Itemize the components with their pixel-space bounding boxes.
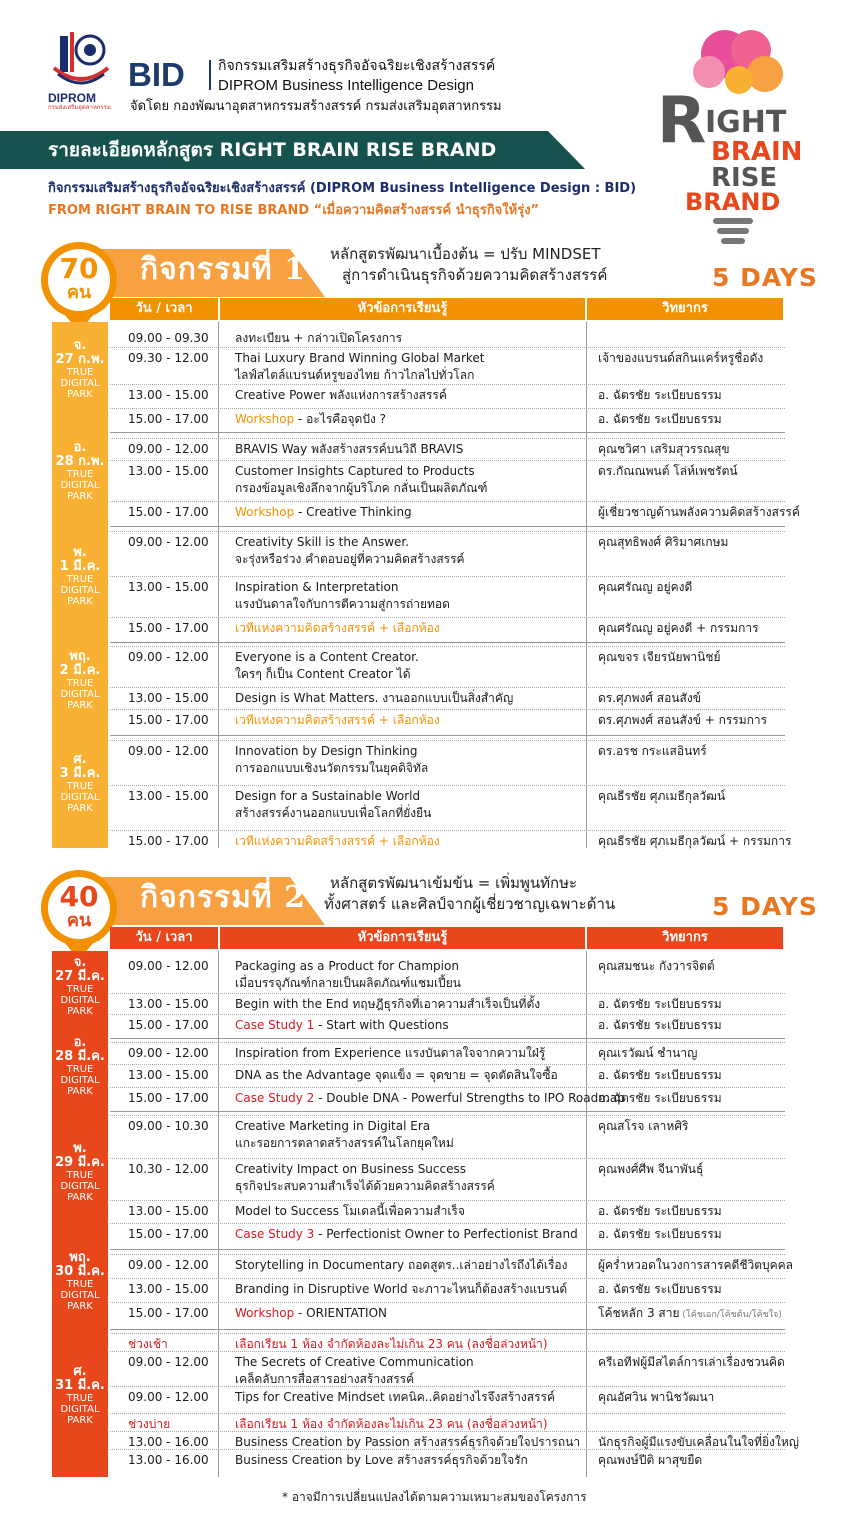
row-time: 09.00 - 12.00 — [128, 442, 209, 456]
svg-text:BRAIN: BRAIN — [711, 137, 803, 167]
row-separator — [110, 1223, 785, 1224]
venue-line: DIGITAL — [60, 1180, 100, 1192]
row-separator — [110, 709, 785, 710]
row-separator — [110, 1014, 785, 1015]
row-separator — [110, 1254, 785, 1255]
row-speaker: อ. ฉัตรชัย ระเบียบธรรม — [598, 1091, 722, 1105]
row-speaker: อ. ฉัตรชัย ระเบียบธรรม — [598, 1227, 722, 1241]
row-topic — [235, 1161, 466, 1178]
topic-highlight: เลือกเรียน 1 ห้อง จำกัดห้องละไม่เกิน 23 คน (ลงชื่อล่วงหน้า) — [235, 1337, 548, 1351]
row-separator — [110, 347, 785, 348]
venue-line: TRUE — [66, 678, 94, 689]
row-separator — [110, 1115, 785, 1116]
row-topic — [235, 620, 440, 637]
topic-highlight: Workshop — [235, 1306, 295, 1320]
row-time: 15.00 - 17.00 — [128, 505, 209, 519]
row-separator — [110, 460, 785, 461]
row-time: 13.00 - 15.00 — [128, 997, 209, 1011]
venue-line: DIGITAL — [60, 995, 100, 1006]
row-topic — [235, 1389, 555, 1406]
row-topic-line2: แรงบันดาลใจกับการตีความสู่การถ่ายทอด — [235, 597, 450, 611]
bid-divider — [209, 60, 211, 90]
row-speaker: อ. ฉัตรชัย ระเบียบธรรม — [598, 1018, 722, 1032]
day-label — [52, 1036, 108, 1097]
row-speaker: คุณพงษ์ปีติ ผาสุขยืด — [598, 1453, 703, 1467]
day-label — [52, 1251, 108, 1312]
row-topic — [235, 1045, 545, 1062]
topic-text: Packaging as a Product for Champion — [235, 959, 459, 973]
bid-title-th: กิจกรรมเสริมสร้างธุรกิจอัจฉริยะเชิงสร้างสรรค์ — [218, 58, 496, 74]
venue-line: PARK — [67, 1006, 93, 1017]
row-speaker: คุณธีรชัย ศุภเมธีกุลวัฒน์ — [598, 789, 726, 803]
right-brain-rise-brand-logo — [655, 24, 815, 246]
row-speaker: โค้ชหลัก 3 สาย (โค้ชเอก/โค้ชต้น/โค้ชใจ) — [598, 1306, 782, 1320]
activity1-col-speaker: วิทยากร — [587, 298, 783, 320]
day-name: อ. — [73, 439, 87, 455]
row-topic-line2: เมื่อบรรจุภัณฑ์กลายเป็นผลิตภัณฑ์แชมเปี้ยน — [235, 976, 461, 990]
row-topic — [235, 996, 540, 1013]
venue-line: DIGITAL — [60, 1289, 100, 1301]
row-time: 13.00 - 15.00 — [128, 1204, 209, 1218]
table-row — [110, 504, 800, 538]
row-topic — [235, 330, 402, 347]
day-date: 28 ก.พ. — [55, 453, 105, 469]
table-row — [110, 411, 785, 445]
row-speaker: คุณสุทธิพงศ์ ศิริมาศเกษม — [598, 535, 729, 549]
venue-line: TRUE — [66, 781, 94, 792]
row-time: 13.00 - 15.00 — [128, 388, 209, 402]
row-topic-line2: ธุรกิจประสบความสำเร็จได้ด้วยความคิดสร้างสรรค์ — [235, 1179, 495, 1193]
table-row — [110, 350, 785, 384]
row-topic — [235, 958, 459, 975]
row-separator — [110, 531, 785, 532]
row-topic — [235, 1067, 558, 1084]
row-topic — [235, 1118, 430, 1135]
day-label — [52, 1142, 108, 1203]
course-detail-title: รายละเอียดหลักสูตร RIGHT BRAIN RISE BRAND — [48, 139, 497, 161]
row-time: 15.00 - 17.00 — [128, 1227, 209, 1241]
row-time: 09.00 - 12.00 — [128, 1355, 209, 1369]
topic-text: Everyone is a Content Creator. — [235, 650, 419, 664]
venue-line: DIGITAL — [60, 479, 100, 491]
day-date: 27 ก.พ. — [55, 351, 105, 367]
row-speaker: เจ้าของแบรนด์สกินแคร์หรูชื่อดัง — [598, 351, 764, 365]
activity1-badge-number: 70 — [59, 252, 99, 285]
row-topic — [235, 579, 399, 596]
row-separator — [110, 1200, 785, 1201]
diprom-logo-text: DIPROM — [48, 91, 96, 105]
row-topic-line2: แกะรอยการตลาดสร้างสรรค์ในโลกยุคใหม่ — [235, 1136, 454, 1150]
topic-text: - Double DNA - Powerful Strengths to IPO Roadmap — [314, 1091, 625, 1105]
row-time: 15.00 - 17.00 — [128, 1091, 209, 1105]
row-topic-line2: กรองข้อมูลเชิงลึกจากผู้บริโภค กลั่นเป็นผลิตภัณฑ์ — [235, 481, 488, 495]
table-row — [110, 833, 792, 867]
topic-highlight: Case Study 2 — [235, 1091, 315, 1105]
row-topic — [235, 463, 475, 480]
row-topic — [235, 712, 440, 729]
topic-text: Creativity Skill is the Answer. — [235, 535, 410, 549]
table-row — [110, 649, 785, 683]
row-separator — [110, 687, 785, 688]
topic-highlight: เวทีแห่งความคิดสร้างสรรค์ + เลือกห้อง — [235, 834, 440, 848]
row-speaker: คุณขจร เจียรนัยพานิชย์ — [598, 650, 721, 664]
svg-text:BRAND: BRAND — [685, 188, 781, 216]
row-separator — [110, 1449, 785, 1450]
row-speaker: คุณพงศ์ศีพ จีนาพันธุ์ — [598, 1162, 704, 1176]
row-separator — [110, 993, 785, 994]
row-speaker: คุณอัศวิน พานิชวัฒนา — [598, 1390, 715, 1404]
venue-line: PARK — [67, 1300, 93, 1312]
row-topic-line2: เคล็ดลับการสื่อสารอย่างสร้างสรรค์ — [235, 1372, 415, 1386]
topic-text: BRAVIS Way พลังสร้างสรรค์บนวิถี BRAVIS — [235, 442, 464, 456]
topic-highlight: Workshop — [235, 412, 295, 426]
svg-text:IGHT: IGHT — [705, 105, 787, 140]
diprom-logo-subtext: กรมส่งเสริมอุตสาหกรรม — [48, 105, 111, 111]
footnote: * อาจมีการเปลี่ยนแปลงได้ตามความเหมาะสมของโครงการ — [282, 1490, 587, 1504]
venue-line: PARK — [67, 1086, 93, 1097]
row-topic — [235, 1305, 387, 1322]
day-date: 27 มี.ค. — [55, 969, 105, 984]
day-name: ศ. — [73, 1363, 87, 1379]
session-label: ช่วงเช้า — [128, 1337, 168, 1351]
venue-line: PARK — [67, 490, 93, 502]
row-topic-line2: จะรุ่งหรือร่วง คำตอบอยู่ที่ความคิดสร้างสรรค์ — [235, 552, 465, 566]
day-date: 29 มี.ค. — [55, 1154, 105, 1170]
diprom-emblem-logo — [50, 28, 112, 86]
topic-text: Storytelling in Documentary ถอดสูตร..เล่าอย่างไรถึงได้เรื่อง — [235, 1258, 568, 1272]
row-separator — [110, 501, 785, 502]
row-separator — [110, 740, 785, 741]
row-speaker: ดร.ศุภพงศ์ สอนสังข์ + กรรมการ — [598, 713, 768, 727]
venue-line: PARK — [67, 700, 93, 711]
topic-text: Innovation by Design Thinking — [235, 744, 418, 758]
row-speaker: คุณธีรชัย ศุภเมธีกุลวัฒน์ + กรรมการ — [598, 834, 792, 848]
session-label: ช่วงบ่าย — [128, 1417, 171, 1431]
row-topic — [235, 1354, 474, 1371]
day-date: 2 มี.ค. — [59, 663, 101, 678]
venue-line: TRUE — [66, 573, 94, 585]
activity1-title: กิจกรรมที่ 1 — [140, 252, 307, 287]
row-time: 15.00 - 17.00 — [128, 713, 209, 727]
day-name: พฤ. — [69, 649, 91, 664]
row-time: 09.00 - 10.30 — [128, 1119, 209, 1133]
row-speaker: คุณเรวัฒน์ ชำนาญ — [598, 1046, 698, 1060]
venue-line: PARK — [67, 1191, 93, 1203]
activity1-badge-unit: คน — [66, 282, 92, 303]
topic-text: Thai Luxury Brand Winning Global Market — [235, 351, 485, 365]
svg-text:R: R — [657, 84, 707, 158]
day-label — [52, 339, 108, 400]
row-separator — [110, 617, 785, 618]
row-time: 15.00 - 17.00 — [128, 1018, 209, 1032]
row-time: 09.00 - 12.00 — [128, 1258, 209, 1272]
row-time: 13.00 - 15.00 — [128, 1068, 209, 1082]
venue-line: DIGITAL — [60, 792, 100, 803]
row-topic-line2: สร้างสรรค์งานออกแบบเพื่อโลกที่ยั่งยืน — [235, 806, 432, 820]
row-separator — [110, 438, 785, 439]
row-separator — [110, 1302, 785, 1303]
row-topic — [235, 1090, 625, 1107]
row-speaker: อ. ฉัตรชัย ระเบียบธรรม — [598, 388, 722, 402]
topic-highlight: Workshop — [235, 505, 295, 519]
activity2-title: กิจกรรมที่ 2 — [140, 880, 307, 915]
intro-line-2: FROM RIGHT BRAIN TO RISE BRAND “เมื่อความคิดสร้างสรรค์ นำธุรกิจให้รุ่ง” — [48, 203, 540, 218]
day-date: 28 มี.ค. — [55, 1049, 105, 1064]
topic-text: Inspiration & Interpretation — [235, 580, 399, 594]
row-speaker: ผู้เชี่ยวชาญด้านพลังความคิดสร้างสรรค์ — [598, 505, 800, 519]
activity2-badge-unit: คน — [66, 910, 92, 931]
row-speaker: อ. ฉัตรชัย ระเบียบธรรม — [598, 997, 722, 1011]
venue-line: TRUE — [66, 366, 94, 378]
row-speaker: อ. ฉัตรชัย ระเบียบธรรม — [598, 1204, 722, 1218]
row-topic — [235, 1452, 528, 1469]
row-time: 13.00 - 15.00 — [128, 464, 209, 478]
row-time: 13.00 - 15.00 — [128, 789, 209, 803]
row-time: 13.00 - 15.00 — [128, 580, 209, 594]
row-time: 15.00 - 17.00 — [128, 621, 209, 635]
day-label — [52, 753, 108, 814]
topic-text: DNA as the Advantage จุดแข็ง = จุดขาย = จุดตัดสินใจซื้อ — [235, 1068, 558, 1082]
topic-text: Creative Power พลังแห่งการสร้างสรรค์ — [235, 388, 447, 402]
topic-text: Creative Marketing in Digital Era — [235, 1119, 431, 1133]
day-name: จ. — [73, 337, 87, 353]
day-name: พ. — [73, 544, 87, 560]
row-topic — [235, 387, 447, 404]
row-time: 09.00 - 12.00 — [128, 744, 209, 758]
row-separator — [110, 408, 785, 409]
venue-line: DIGITAL — [60, 1403, 100, 1415]
row-topic — [235, 1017, 449, 1034]
row-time: 15.00 - 17.00 — [128, 1306, 209, 1320]
row-topic — [235, 504, 412, 521]
row-topic — [235, 350, 485, 367]
activity2-desc-1: หลักสูตรพัฒนาเข้มข้น = เพิ่มพูนทักษะ — [330, 874, 578, 892]
row-topic — [235, 534, 409, 551]
topic-text: - Start with Questions — [314, 1018, 449, 1032]
topic-highlight: เลือกเรียน 1 ห้อง จำกัดห้องละไม่เกิน 23 คน (ลงชื่อล่วงหน้า) — [235, 1417, 548, 1431]
topic-text: Business Creation by Passion สร้างสรรค์ธุรกิจด้วยใจปรารถนา — [235, 1435, 581, 1449]
day-name: พ. — [73, 1140, 87, 1156]
activity2-col-speaker: วิทยากร — [587, 927, 783, 949]
activity1-days: 5 DAYS — [712, 263, 818, 292]
organizer-line: จัดโดย กองพัฒนาอุตสาหกรรมสร้างสรรค์ กรมส่งเสริมอุตสาหกรรม — [130, 99, 502, 114]
table-row — [110, 788, 785, 822]
activity2-days: 5 DAYS — [712, 892, 818, 921]
row-speaker: คุณสมชนะ กังวารจิตต์ — [598, 959, 715, 973]
venue-line: TRUE — [66, 1278, 94, 1290]
row-speaker: อ. ฉัตรชัย ระเบียบธรรม — [598, 1282, 722, 1296]
table-row — [110, 534, 785, 568]
day-name: พฤ. — [69, 1249, 91, 1265]
day-label — [52, 1365, 108, 1426]
table-row — [110, 1161, 785, 1195]
row-time: 09.30 - 12.00 — [128, 351, 209, 365]
row-speaker: ดร.กัณณพนต์ โล่ห์เพชรัตน์ — [598, 464, 738, 478]
venue-line: DIGITAL — [60, 689, 100, 700]
row-separator — [110, 785, 785, 786]
row-time: 09.00 - 12.00 — [128, 650, 209, 664]
speaker-note: (โค้ชเอก/โค้ชต้น/โค้ชใจ) — [679, 1310, 782, 1320]
row-topic — [235, 441, 463, 458]
activity2-col-time: วัน / เวลา — [110, 927, 218, 949]
row-speaker: คุณศรัณญ อยู่คงดี + กรรมการ — [598, 621, 759, 635]
row-topic-line2: การออกแบบเชิงนวัตกรรมในยุคดิจิทัล — [235, 761, 429, 775]
topic-text: Design is What Matters. งานออกแบบเป็นสิ่งสำคัญ — [235, 691, 514, 705]
row-time: 13.00 - 16.00 — [128, 1435, 209, 1449]
day-name: จ. — [73, 955, 87, 970]
row-separator — [110, 1278, 785, 1279]
row-time: 09.00 - 12.00 — [128, 959, 209, 973]
table-row — [110, 1354, 785, 1388]
row-time: 09.00 - 12.00 — [128, 1390, 209, 1404]
venue-line: DIGITAL — [60, 584, 100, 596]
day-date: 3 มี.ค. — [59, 766, 101, 781]
topic-highlight: เวทีแห่งความคิดสร้างสรรค์ + เลือกห้อง — [235, 713, 440, 727]
row-time: 09.00 - 12.00 — [128, 535, 209, 549]
topic-text: Business Creation by Love สร้างสรรค์ธุรกิจด้วยใจรัก — [235, 1453, 528, 1467]
bid-title-en: DIPROM Business Intelligence Design — [218, 77, 474, 94]
venue-line: TRUE — [66, 1169, 94, 1181]
activity2-desc-2: ทั้งศาสตร์ และศิลป์จากผู้เชี่ยวชาญเฉพาะด้าน — [324, 895, 616, 913]
table-row — [110, 743, 785, 777]
row-speaker: คุณศรัณญ อยู่คงดี — [598, 580, 693, 594]
row-time: 13.00 - 16.00 — [128, 1453, 209, 1467]
row-speaker: นักธุรกิจผู้มีแรงขับเคลื่อนในใจที่ยิ่งใหญ่ — [598, 1435, 799, 1449]
table-row — [110, 958, 785, 992]
row-time: 13.00 - 15.00 — [128, 1282, 209, 1296]
row-topic — [235, 1226, 578, 1243]
row-time: 15.00 - 17.00 — [128, 834, 209, 848]
topic-text: - Perfectionist Owner to Perfectionist Brand — [314, 1227, 578, 1241]
venue-line: PARK — [67, 1414, 93, 1426]
row-separator — [110, 1431, 785, 1432]
row-time: 09.00 - 12.00 — [128, 1046, 209, 1060]
day-label — [52, 441, 108, 502]
day-label — [52, 650, 108, 711]
day-label — [52, 956, 108, 1017]
row-topic — [235, 411, 386, 428]
venue-line: TRUE — [66, 468, 94, 480]
row-speaker: ดร.ศุภพงศ์ สอนสังข์ — [598, 691, 701, 705]
row-separator — [110, 576, 785, 577]
row-separator — [110, 1064, 785, 1065]
activity1-desc-2: สู่การดำเนินธุรกิจด้วยความคิดสร้างสรรค์ — [342, 266, 608, 284]
topic-text: Begin with the End ทฤษฎีธุรกิจที่เอาความสำเร็จเป็นที่ตั้ง — [235, 997, 541, 1011]
topic-text: Branding in Disruptive World จะภาวะไหนก็ต้องสร้างแบรนด์ — [235, 1282, 568, 1296]
topic-text: - อะไรคือจุดปัง ? — [294, 412, 387, 426]
activity1-desc-1: หลักสูตรพัฒนาเบื้องต้น = ปรับ MINDSET — [330, 245, 601, 263]
topic-highlight: Case Study 3 — [235, 1227, 315, 1241]
row-topic — [235, 1281, 567, 1298]
activity2-col-topic: หัวข้อการเรียนรู้ — [220, 927, 585, 949]
row-time: 10.30 - 12.00 — [128, 1162, 209, 1176]
row-separator — [110, 1351, 785, 1352]
topic-text: - ORIENTATION — [294, 1306, 388, 1320]
venue-line: TRUE — [66, 984, 94, 995]
activity1-col-time: วัน / เวลา — [110, 298, 218, 320]
venue-line: DIGITAL — [60, 1075, 100, 1086]
row-separator — [110, 384, 785, 385]
row-separator — [110, 830, 785, 831]
row-topic — [235, 649, 419, 666]
table-row — [110, 463, 785, 497]
row-separator — [110, 1413, 785, 1414]
day-date: 1 มี.ค. — [59, 558, 101, 574]
row-topic — [235, 743, 418, 760]
activity2-badge-number: 40 — [59, 880, 99, 913]
table-row — [110, 1118, 785, 1152]
row-separator — [110, 1333, 785, 1334]
intro-line-1: กิจกรรมเสริมสร้างธุรกิจอัจฉริยะเชิงสร้างสรรค์ (DIPROM Business Intelligence Design : BID) — [48, 181, 637, 196]
row-topic-line2: ไลฟ์สไตล์แบรนด์หรูของไทย ก้าวไกลไปทั่วโลก — [235, 368, 475, 382]
day-date: 30 มี.ค. — [55, 1263, 105, 1279]
topic-text: ลงทะเบียน + กล่าวเปิดโครงการ — [235, 331, 403, 345]
row-time: 15.00 - 17.00 — [128, 412, 209, 426]
row-topic — [235, 833, 440, 850]
row-topic-line2: ใครๆ ก็เป็น Content Creator ได้ — [235, 667, 411, 681]
row-speaker: อ. ฉัตรชัย ระเบียบธรรม — [598, 412, 722, 426]
bid-logo: BID — [128, 56, 185, 93]
venue-line: PARK — [67, 595, 93, 607]
row-speaker: คุณสโรจ เลาหศิริ — [598, 1119, 689, 1133]
topic-highlight: เวทีแห่งความคิดสร้างสรรค์ + เลือกห้อง — [235, 621, 440, 635]
topic-text: Creativity Impact on Business Success — [235, 1162, 466, 1176]
row-topic — [235, 1203, 465, 1220]
topic-text: - Creative Thinking — [294, 505, 412, 519]
venue-line: TRUE — [66, 1064, 94, 1075]
day-name: ศ. — [73, 752, 87, 767]
venue-line: PARK — [67, 388, 93, 400]
topic-text: Tips for Creative Mindset เทคนิค..คิดอย่างไรจึงสร้างสรรค์ — [235, 1390, 556, 1404]
topic-text: Inspiration from Experience แรงบันดาลใจจากความใฝ่รู้ — [235, 1046, 546, 1060]
topic-text: Design for a Sustainable World — [235, 789, 421, 803]
topic-text: The Secrets of Creative Communication — [235, 1355, 474, 1369]
row-time: 13.00 - 15.00 — [128, 691, 209, 705]
day-date: 31 มี.ค. — [55, 1377, 105, 1393]
row-separator — [110, 1158, 785, 1159]
day-label — [52, 546, 108, 607]
venue-line: PARK — [67, 803, 93, 814]
row-speaker: ดร.อรช กระแสอินทร์ — [598, 744, 707, 758]
row-separator — [110, 1042, 785, 1043]
table-row — [110, 1452, 785, 1486]
row-separator — [110, 1087, 785, 1088]
row-speaker: ครีเอทีฟผู้มีสไตล์การเล่าเรื่องชวนคิด — [598, 1355, 785, 1369]
row-separator — [110, 1386, 785, 1387]
row-speaker: คุณชวิศา เสริมสุวรรณสุข — [598, 442, 730, 456]
row-time: 09.00 - 09.30 — [128, 331, 209, 345]
day-name: อ. — [73, 1035, 87, 1050]
table-row — [110, 579, 785, 613]
topic-text: Model to Success โมเดลนี้เพื่อความสำเร็จ — [235, 1204, 465, 1218]
row-topic — [235, 1257, 567, 1274]
row-speaker: อ. ฉัตรชัย ระเบียบธรรม — [598, 1068, 722, 1082]
row-separator — [110, 646, 785, 647]
topic-highlight: Case Study 1 — [235, 1018, 315, 1032]
row-speaker: ผู้คร่ำหวอดในวงการสารคดีชีวิตบุคคล — [598, 1258, 794, 1272]
row-topic — [235, 690, 513, 707]
topic-text: Customer Insights Captured to Products — [235, 464, 475, 478]
activity1-col-topic: หัวข้อการเรียนรู้ — [220, 298, 585, 320]
row-topic — [235, 788, 420, 805]
venue-line: DIGITAL — [60, 377, 100, 389]
venue-line: TRUE — [66, 1392, 94, 1404]
svg-text:RISE: RISE — [711, 163, 778, 193]
